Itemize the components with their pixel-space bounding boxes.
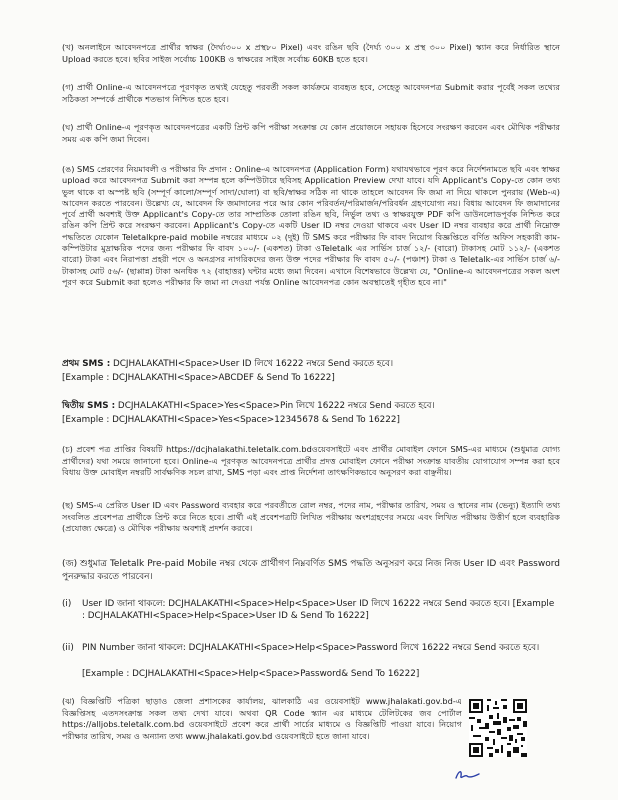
paragraph-uma: (ঙ) SMS প্রেরণের নিয়মাবলী ও পরীক্ষার ফি প্রদান : Online-এ আবেদনপত্র (Application Form) যথাযথভাবে পূরণ করে নির্দেশনামতে ছবি এবং স্বাক্ষর upload করে আবেদনপত্র Submit করা সম্পন্ন হলে কম্পিউটারে ছবিসহ Application Preview দেখা যাবে। যদি Applicant's Copy-তে কোন তথ্য ভুল থাকে বা অস্পষ্ট ছবি (সম্পূর্ণ কালো/সম্পূর্ণ সাদা/ঘোলা) বা ছবি/স্বাক্ষর সঠিক না থাকে তাহলে আবেদন ফি জমা না দিয়ে থাকলে পুনরায় (Web-এ) আবেদন করতে পারবেন। উল্লেখ্য যে, আবেদন ফি জমাদানের পরে আর কোন পরিবর্তন/পরিমার্জন/পরিবর্ধন গ্রহণযোগ্য নয়। বিধায় আবেদন ফি জমাদানের পূর্বে প্রার্থী অবশ্যই উক্ত Applicant's Copy-তে তার সাম্প্রতিক তোলা রঙিন ছবি, নির্ভুল তথ্য ও স্বাক্ষরযুক্ত PDF কপি ডাউনলোডপূর্বক নিশ্চিত করে রঙিন কপি প্রিন্ট করে সংরক্ষণ করবেন। Applicant's Copy-তে একটি User ID নম্বর দেওয়া থাকবে এবং User ID নম্বর ব্যবহার করে প্রার্থী নিম্নোক্ত পদ্ধতিতে যেকোন Teletalkpre-paid mobile নম্বরের মাধ্যমে ০২ (দুই) টি SMS করে পরীক্ষার ফি বাবদ নিয়োগ বিজ্ঞপ্তিতে বর্ণিত অফিস সহকারী কাম-কম্পিউটার মুদ্রাক্ষরিক পদের জন্য পরীক্ষার ফি বাবদ ১০০/- (একশত) টাকা ওTeletalk এর সার্ভিস চার্জ ১২/- (বারো) টাকাসহ মোট ১১২/- (একশত বারো) টাকা এবং নিরাপত্তা প্রহরী পদে ও অনগ্রসর নাগরিকদের জন্য উক্ত পদের পরীক্ষার ফি বাবদ ৫০/- (পঞ্চাশ) টাকা ও Teletalk-এর সার্ভিস চার্জ ৬/- টাকাসহ মোট ৫৬/- (ছাপ্পান্ন) টাকা অনধিক ৭২ (বাহাত্তর) ঘন্টার মধ্যে জমা দিবেন। এখানে বিশেষভাবে উল্লেখ্য যে, "Online-এ আবেদনপত্রের সকল অংশ পূরণ করে Submit করা হলেও পরীক্ষার ফি জমা না দেওয়া পর্যন্ত Online আবেদনপত্র কোন অবস্থাতেই গৃহীত হবে না।" (62, 164, 561, 287)
paragraph-jha: (ঝ) বিজ্ঞপ্তিটি পত্রিকা ছাড়াও জেলা প্রশাসকের কার্যালয়, ঝালকাঠি এর ওয়েবসাইট www.jhalakati.gov.bd-এ বিজ্ঞপ্তিসহ এতদসংক্রান্ত সকল তথ্য দেখা যাবে। অথবা QR Code স্ক্যান এর মাধ্যমে টেলিটকের জব পোর্টাল https://alljobs.teletalk.com.bd ওয়েবসাইটে প্রবেশ করে প্রার্থী সার্চের মাধ্যমে ও বিজ্ঞপ্তিটি পাওয়া যাবে। নিয়োগ পরীক্ষার তারিখ, সময় ও অন্যান্য তথ্য www.jhalakati.gov.bd ওয়েবসাইটে হতে জানা যাবে। (62, 696, 462, 741)
paragraph-cha: (চ) প্রবেশ পত্র প্রাপ্তির বিষয়টি https://dcjhalakathi.teletalk.com.bdওয়েবসাইটে এবং প্রার্থীর মোবাইল ফোনে SMS-এর মাধ্যমে (শুধুমাত্র যোগ্য প্রার্থীদের) যথা সময়ে জানানো হবে। Online-এ পূরণকৃত আবেদনপত্রে প্রার্থীর প্রদত্ত মোবাইল ফোনে পরীক্ষা সংক্রান্ত যাবতীয় যোগাযোগ সম্পন্ন করা হবে বিধায় উক্ত মোবাইল নম্বরটি সার্বক্ষণিক সচল রাখা, SMS পড়া এবং প্রাপ্ত নির্দেশনা তাৎক্ষণিকভাবে অনুসরণ করা বাঞ্ছনীয়। (62, 444, 560, 478)
second-sms-example: [Example : DCJHALAKATHI<Space>Yes<Space>12345678 & Send To 16222] (62, 415, 400, 425)
recovery-item-ii-text: PIN Number জানা থাকলে: DCJHALAKATHI<Space>Help<Space>Password লিখে 16222 নম্বরে Send করতে হবে। (82, 643, 540, 653)
paragraph-chha: (ছ) SMS-এ প্রেরিত User ID এবং Password ব্যবহার করে পরবর্তীতে রোল নম্বর, পদের নাম, পরীক্ষার তারিখ, সময় ও স্থানের নাম (ভেন্যু) ইত্যাদি তথ্য সংবলিত প্রবেশপত্র প্রার্থীকে প্রিন্ট করে নিতে হবে। প্রার্থী এই প্রবেশপত্রটি লিখিত পরীক্ষায় অংশগ্রহণের সময়ে এবং লিখিত পরীক্ষায় উত্তীর্ণ হলে ব্যবহারিক (প্রযোজ্য ক্ষেত্রে) ও মৌখিক পরীক্ষায় অবশ্যই প্রদর্শন করবে। (62, 500, 560, 534)
paragraph-gha: (ঘ) প্রার্থী Online-এ পূরণকৃত আবেদনপত্রের একটি প্রিন্ট কপি পরীক্ষা সংক্রান্ত যে কোন প্রয়োজনে সহায়ক হিসেবে সংরক্ষণ করবেন এবং মৌখিক পরীক্ষার সময় এক কপি জমা দিবেন। (62, 122, 560, 144)
paragraph-ja: (জ) শুধুমাত্র Teletalk Pre-paid Mobile নম্বর থেকে প্রার্থীগণ নিম্নবর্ণিত SMS পদ্ধতি অনুসরণ করে নিজ নিজ User ID এবং Password পুনরুদ্ধার করতে পারবেন। (62, 559, 560, 582)
first-sms-label: প্রথম SMS : (62, 359, 111, 369)
qr-code-icon[interactable] (469, 699, 527, 757)
signature-mark (453, 768, 483, 782)
second-sms-line (62, 400, 582, 413)
first-sms-command: DCJHALAKATHI<Space>User ID লিখে 16222 নম্বরে Send করতে হবে। (110, 359, 394, 369)
recovery-item-ii-number: (ii) (62, 643, 74, 653)
first-sms-example: [Example : DCJHALAKATHI<Space>ABCDEF & Send To 16222] (62, 373, 335, 383)
recovery-item-ii-example: [Example : DCJHALAKATHI<Space>Help<Space>Password& Send To 16222] (82, 669, 420, 679)
first-sms-line (62, 358, 582, 371)
recovery-item-ii (62, 642, 560, 654)
recovery-item-i-number: (i) (62, 599, 72, 609)
second-sms-label: দ্বিতীয় SMS : (62, 401, 116, 411)
second-sms-command: DCJHALAKATHI<Space>Yes<Space>Pin লিখে 16222 নম্বরে Send করতে হবে। (115, 401, 435, 411)
paragraph-ga: (গ) প্রার্থী Online-এ আবেদনপত্রে পূরণকৃত তথ্যই যেহেতু পরবর্তী সকল কার্যক্রমে ব্যবহৃত হবে, সেহেতু আবেদনপত্র Submit করার পূর্বেই সকল তথ্যের সঠিকতা সম্পর্কে প্রার্থীকে শতভাগ নিশ্চিত হতে হবে। (62, 82, 560, 104)
paragraph-kha: (খ) অনলাইনে আবেদনপত্রে প্রার্থীর স্বাক্ষর (দৈর্ঘ্য৩০০ x প্রস্থ৮০ Pixel) এবং রঙিন ছবি (দৈর্ঘ্য ৩০০ x প্রস্থ ৩০০ Pixel) স্ক্যান করে নির্ধারিত স্থানে Upload করতে হবে। ছবির সাইজ সর্বোচ্চ 100KB ও স্বাক্ষরের সাইজ সর্বোচ্চ 60KB হতে হবে। (62, 42, 560, 64)
recovery-item-i (62, 598, 560, 623)
recovery-item-i-text: User ID জানা থাকলে: DCJHALAKATHI<Space>Help<Space>User ID লিখে 16222 নম্বরে Send করতে হবে। [Example : DCJHALAKATHI<Space>Help<Space>User ID & Send To 16222] (82, 599, 555, 622)
